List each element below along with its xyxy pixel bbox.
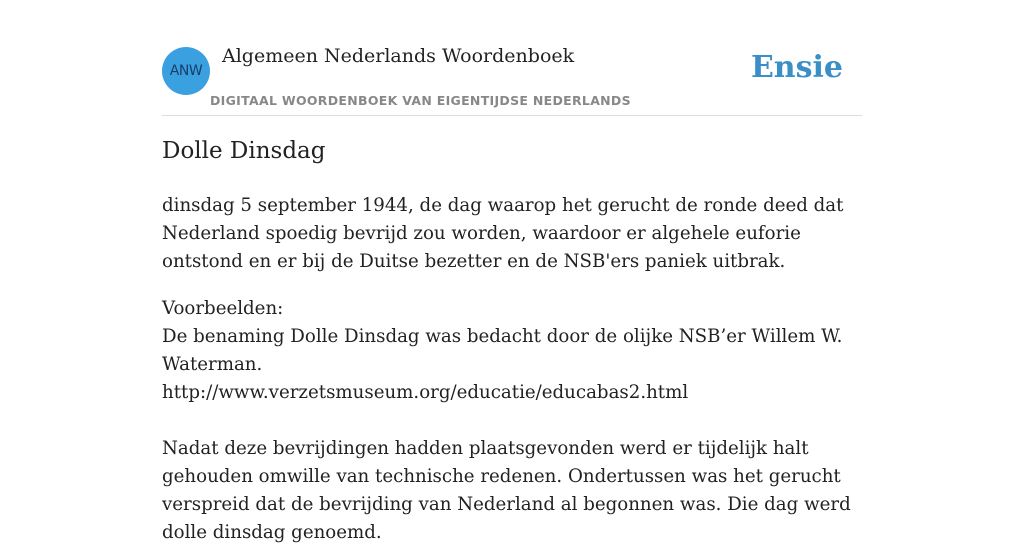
site-subtitle: DIGITAAL WOORDENBOEK VAN EIGENTIJDSE NEDERLANDS: [210, 93, 631, 108]
entry-title: Dolle Dinsdag: [162, 138, 326, 164]
ensie-brand-link[interactable]: Ensie: [750, 50, 843, 85]
example-spacer: [162, 407, 862, 435]
site-title[interactable]: Algemeen Nederlands Woordenboek: [222, 45, 575, 67]
examples-section: [162, 295, 862, 547]
example-text: Nadat deze bevrijdingen hadden plaatsgevonden werd er tijdelijk halt gehouden omwille van technische redenen. Ondertussen was het gerucht verspreid dat de bevrijding van Nederland al begonnen was. Die dag werd dolle dinsdag genoemd.: [162, 438, 851, 543]
example-source: http://www.verzetsmuseum.org/educatie/educabas2.html: [162, 382, 689, 403]
site-header: [162, 0, 862, 116]
entry-definition: dinsdag 5 september 1944, de dag waarop het gerucht de ronde deed dat Nederland spoedig bevrijd zou worden, waardoor er algehele euforie ontstond en er bij de Duitse bezetter en de NSB'ers paniek uitbrak.: [162, 195, 844, 272]
page: [162, 0, 862, 543]
anw-logo-text: ANW: [169, 63, 203, 79]
examples-label: Voorbeelden:: [162, 298, 284, 319]
anw-logo[interactable]: [162, 47, 210, 95]
example-text: De benaming Dolle Dinsdag was bedacht door de olijke NSB’er Willem W. Waterman.: [162, 326, 843, 375]
